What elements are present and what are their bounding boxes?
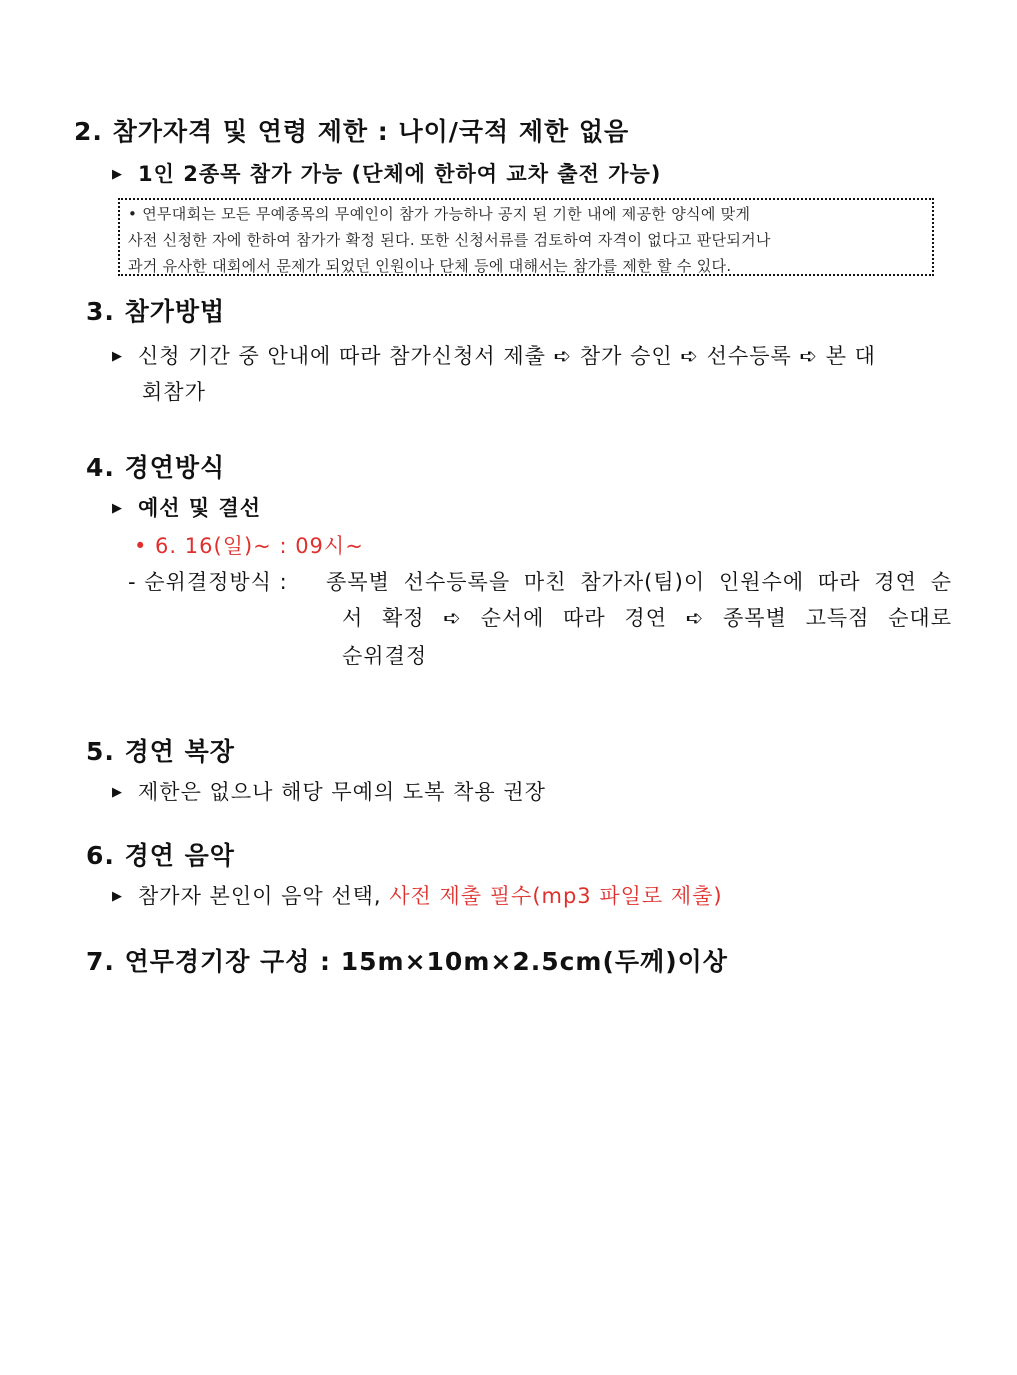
triangle-bullet-icon: ▶ bbox=[112, 167, 123, 182]
triangle-bullet-icon: ▶ bbox=[112, 349, 123, 364]
section-5-heading: 5. 경연 복장 bbox=[86, 737, 235, 766]
section-5-bullet-text: 제한은 없으나 해당 무예의 도복 착용 권장 bbox=[138, 780, 546, 804]
section-2-heading: 2. 참가자격 및 연령 제한 : 나이/국적 제한 없음 bbox=[74, 117, 630, 146]
section-6-required-note: 사전 제출 필수(mp3 파일로 제출) bbox=[389, 884, 723, 908]
section-6-heading: 6. 경연 음악 bbox=[86, 841, 235, 870]
ranking-method-label: - 순위결정방식 : bbox=[128, 570, 288, 594]
ranking-method-line-3: 순위결정 bbox=[342, 644, 428, 668]
section-4-heading: 4. 경연방식 bbox=[86, 453, 226, 482]
section-7-heading: 7. 연무경기장 구성 : 15m×10m×2.5cm(두께)이상 bbox=[86, 947, 728, 976]
section-2-bullet bbox=[112, 158, 661, 188]
section-3-bullet-line-1: 신청 기간 중 안내에 따라 참가신청서 제출 ➪ 참가 승인 ➪ 선수등록 ➪ 본 대 bbox=[138, 344, 876, 368]
notice-box bbox=[118, 198, 934, 276]
ranking-method-line-2: 서 확정 ➪ 순서에 따라 경연 ➪ 종목별 고득점 순대로 bbox=[342, 606, 952, 630]
triangle-bullet-icon: ▶ bbox=[112, 501, 123, 516]
ranking-method-line-1: 종목별 선수등록을 마친 참가자(팀)이 인원수에 따라 경연 순 bbox=[326, 570, 952, 594]
section-6-bullet-text: 참가자 본인이 음악 선택, bbox=[138, 884, 382, 908]
notice-line-3: 과거 유사한 대회에서 문제가 되었던 인원이나 단체 등에 대해서는 참가를 제한 할 수 있다. bbox=[128, 257, 732, 275]
section-5-bullet bbox=[112, 776, 546, 806]
section-3-bullet-line-2: 회참가 bbox=[142, 380, 206, 404]
section-6-bullet bbox=[112, 880, 723, 910]
triangle-bullet-icon: ▶ bbox=[112, 889, 123, 904]
schedule-date: • 6. 16(일)~ : 09시~ bbox=[134, 534, 364, 558]
section-4-bullet-text: 예선 및 결선 bbox=[138, 496, 262, 520]
notice-line-2: 사전 신청한 자에 한하여 참가가 확정 된다. 또한 신청서류를 검토하여 자격이 없다고 판단되거나 bbox=[128, 231, 771, 249]
section-3-heading: 3. 참가방법 bbox=[86, 297, 226, 326]
section-3-bullet bbox=[112, 340, 952, 370]
triangle-bullet-icon: ▶ bbox=[112, 785, 123, 800]
section-2-bullet-text: 1인 2종목 참가 가능 (단체에 한하여 교차 출전 가능) bbox=[138, 162, 662, 186]
notice-line-1: • 연무대회는 모든 무예종목의 무예인이 참가 가능하나 공지 된 기한 내에 제공한 양식에 맞게 bbox=[128, 205, 751, 223]
section-4-bullet bbox=[112, 492, 261, 522]
